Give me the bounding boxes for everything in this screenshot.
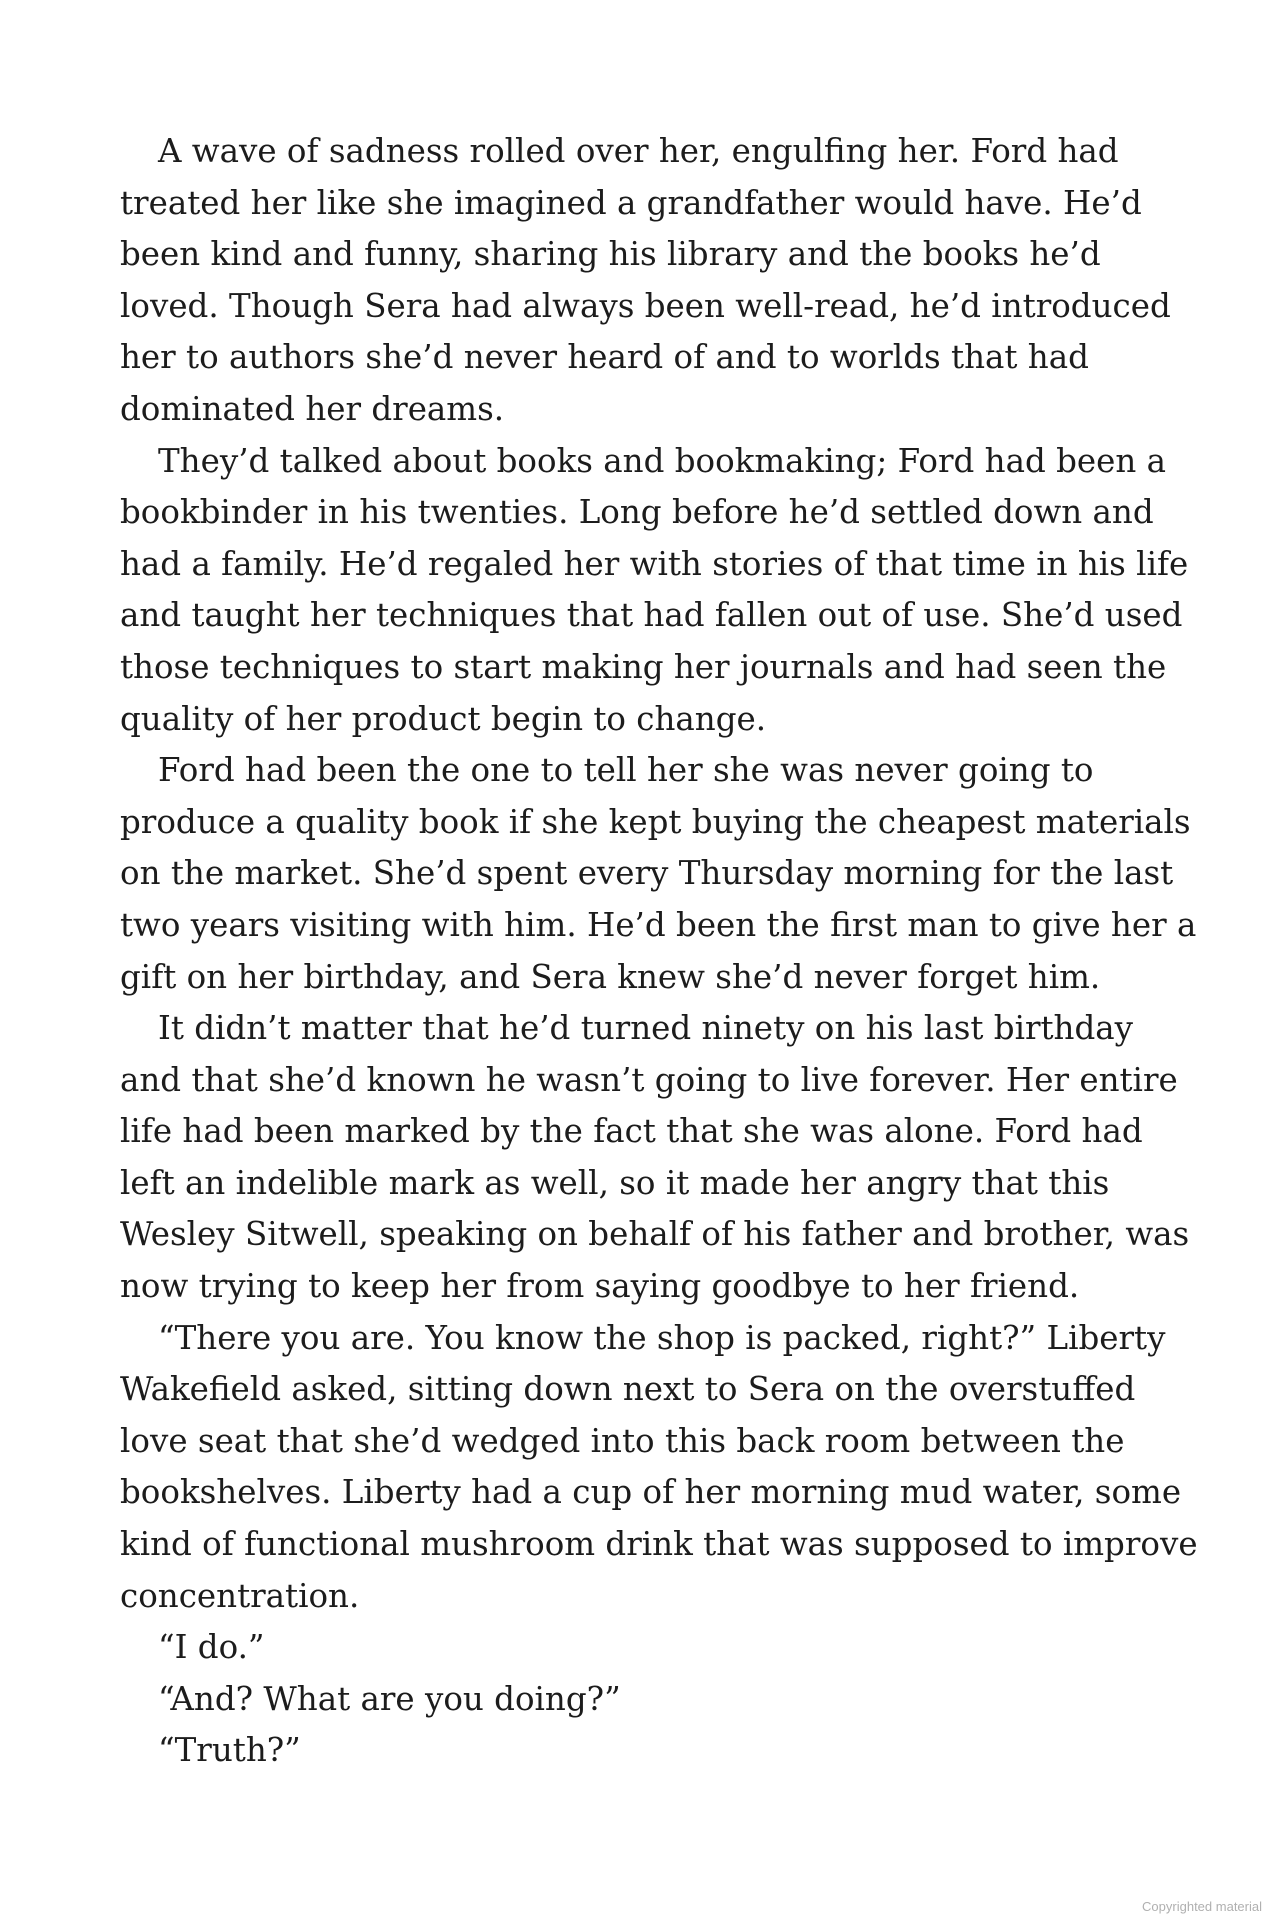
paragraph [120, 745, 1197, 1003]
text-line: life had been marked by the fact that she was alone. Ford had [120, 1112, 1143, 1151]
text-line: “Truth?” [158, 1731, 301, 1770]
text-line: two years visiting with him. He’d been the first man to give her a [120, 905, 1197, 944]
paragraph [120, 1725, 1170, 1777]
text-line: on the market. She’d spent every Thursday morning for the last [120, 854, 1174, 893]
text-line: bookshelves. Liberty had a cup of her morning mud water, some [120, 1473, 1182, 1512]
text-line: her to authors she’d never heard of and to worlds that had [120, 338, 1089, 377]
text-line: “I do.” [158, 1628, 265, 1667]
text-line: treated her like she imagined a grandfather would have. He’d [120, 183, 1142, 222]
text-line: gift on her birthday, and Sera knew she’d never forget him. [120, 957, 1101, 996]
text-line: quality of her product begin to change. [120, 699, 767, 738]
text-line: left an indelible mark as well, so it made her angry that this [120, 1163, 1110, 1202]
text-line: dominated her dreams. [120, 389, 505, 428]
paragraph [120, 1313, 1198, 1623]
text-line: and taught her techniques that had fallen out of use. She’d used [120, 596, 1183, 635]
text-line: Wesley Sitwell, speaking on behalf of his father and brother, was [120, 1215, 1190, 1254]
text-line: those techniques to start making her journals and had seen the [120, 647, 1167, 686]
text-line: kind of functional mushroom drink that was supposed to improve [120, 1525, 1198, 1564]
copyright-watermark: Copyrighted material [1142, 1899, 1262, 1914]
text-line: It didn’t matter that he’d turned ninety on his last birthday [158, 1009, 1134, 1048]
text-line: A wave of sadness rolled over her, engulfing her. Ford had [158, 132, 1119, 170]
text-line: concentration. [120, 1576, 360, 1615]
text-line: been kind and funny, sharing his library and the books he’d [120, 235, 1101, 274]
text-line: Ford had been the one to tell her she was never going to [158, 751, 1094, 790]
paragraph [120, 1674, 1170, 1726]
text-line: loved. Though Sera had always been well-read, he’d introduced [120, 286, 1171, 325]
text-line: Wakefield asked, sitting down next to Sera on the overstuffed [120, 1370, 1136, 1409]
text-line: “There you are. You know the shop is packed, right?” Liberty [158, 1318, 1166, 1357]
text-line: love seat that she’d wedged into this back room between the [120, 1421, 1125, 1460]
paragraph [120, 1622, 1170, 1674]
text-line: “And? What are you doing?” [158, 1679, 621, 1718]
paragraph [120, 126, 1170, 436]
text-line: had a family. He’d regaled her with stories of that time in his life [120, 544, 1189, 583]
text-line: bookbinder in his twenties. Long before he’d settled down and [120, 493, 1154, 532]
text-line: now trying to keep her from saying goodbye to her friend. [120, 1267, 1080, 1306]
paragraph [120, 1003, 1190, 1313]
text-line: produce a quality book if she kept buying the cheapest materials [120, 802, 1191, 841]
book-page-text [120, 126, 1198, 1777]
text-line: and that she’d known he wasn’t going to live forever. Her entire [120, 1060, 1178, 1099]
paragraph [120, 436, 1189, 746]
text-line: They’d talked about books and bookmaking; Ford had been a [158, 441, 1167, 480]
